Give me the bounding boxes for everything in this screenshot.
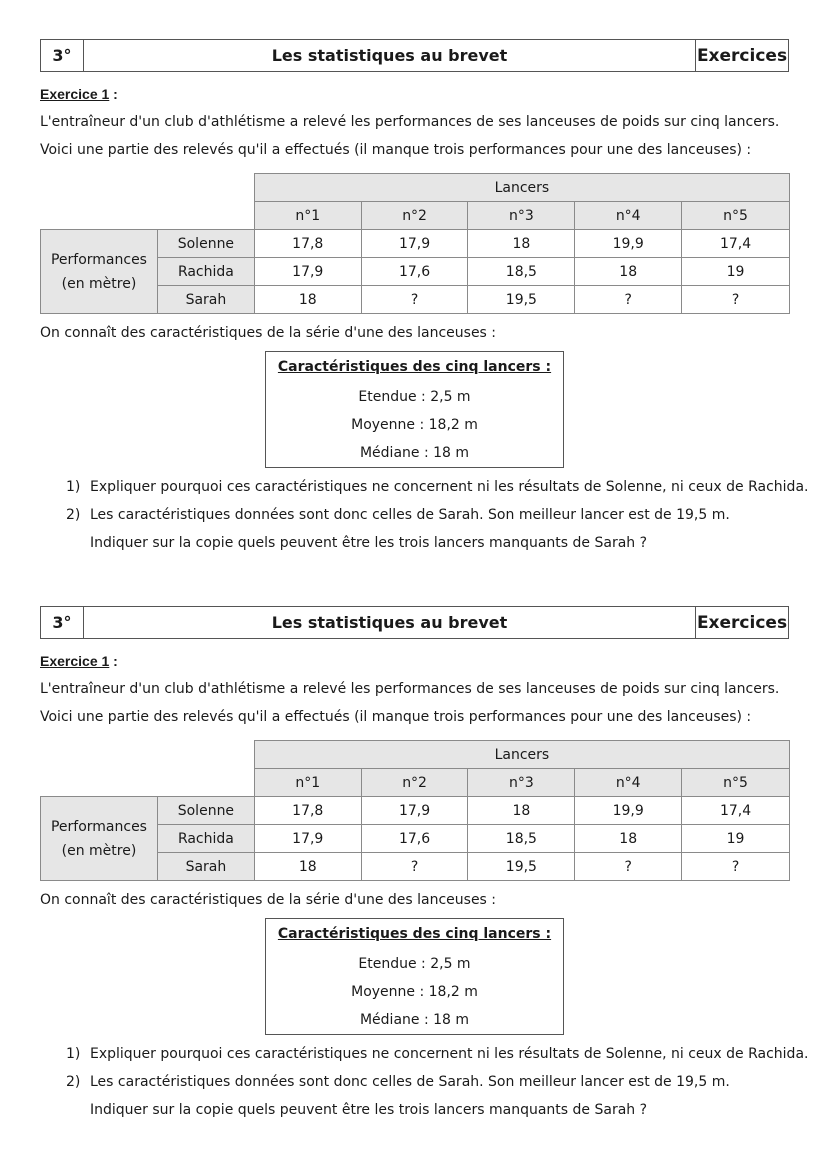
column-header: n°2 <box>361 769 468 797</box>
column-header: n°2 <box>361 202 468 230</box>
sheet-title: Les statistiques au brevet <box>271 613 508 632</box>
intro-line-1: L'entraîneur d'un club d'athlétisme a relevé les performances de ses lanceuses de poids sur cinq lancers. <box>40 681 780 697</box>
sheet-title: Les statistiques au brevet <box>271 46 508 65</box>
characteristics-lead: On connaît des caractéristiques de la série d'une des lanceuses : <box>40 892 497 908</box>
column-header: n°5 <box>682 202 790 230</box>
table-cell: 18,5 <box>468 825 575 853</box>
table-cell: 18 <box>575 258 682 286</box>
table-cell: 19,5 <box>468 853 575 881</box>
athlete-name: Solenne <box>157 230 254 258</box>
table-cell: 19,5 <box>468 286 575 314</box>
table-cell: ? <box>682 286 790 314</box>
athlete-name: Solenne <box>157 797 254 825</box>
table-cell: 18,5 <box>468 258 575 286</box>
table-cell: ? <box>575 853 682 881</box>
column-header: n°4 <box>575 769 682 797</box>
athlete-name: Rachida <box>157 258 254 286</box>
mean-value: Moyenne : 18,2 m <box>351 984 478 1000</box>
table-cell: 17,9 <box>254 825 361 853</box>
column-header: n°3 <box>468 202 575 230</box>
range-value: Etendue : 2,5 m <box>358 956 471 972</box>
median-value: Médiane : 18 m <box>359 445 470 461</box>
characteristics-box <box>265 351 564 468</box>
question-1: 1) Expliquer pourquoi ces caractéristiques ne concernent ni les résultats de Solenne, ni ceux de Rachida. <box>66 479 809 495</box>
characteristics-box <box>265 918 564 1035</box>
question-2: 2) Les caractéristiques données sont donc celles de Sarah. Son meilleur lancer est de 19,5 m. <box>66 1074 730 1090</box>
question-2-continued: Indiquer sur la copie quels peuvent être les trois lancers manquants de Sarah ? <box>90 535 648 551</box>
group-header-lancers: Lancers <box>254 174 789 202</box>
row-group-label: Performances (en mètre) <box>41 797 158 881</box>
table-cell: 17,6 <box>361 258 468 286</box>
table-cell: 18 <box>254 853 361 881</box>
sheet-header <box>40 39 789 72</box>
column-header: n°5 <box>682 769 790 797</box>
table-cell: 18 <box>468 230 575 258</box>
column-header: n°1 <box>254 769 361 797</box>
row-group-label: Performances (en mètre) <box>41 230 158 314</box>
table-cell: 17,4 <box>682 797 790 825</box>
table-cell: 17,4 <box>682 230 790 258</box>
athlete-name: Sarah <box>157 286 254 314</box>
characteristics-title: Caractéristiques des cinq lancers : <box>277 926 552 942</box>
group-header-lancers: Lancers <box>254 741 789 769</box>
table-cell: 17,6 <box>361 825 468 853</box>
intro-line-2: Voici une partie des relevés qu'il a effectués (il manque trois performances pour une des lanceuses) : <box>40 142 752 158</box>
mean-value: Moyenne : 18,2 m <box>351 417 478 433</box>
median-value: Médiane : 18 m <box>359 1012 470 1028</box>
table-cell: 17,9 <box>361 230 468 258</box>
column-header: n°3 <box>468 769 575 797</box>
athlete-name: Sarah <box>157 853 254 881</box>
exercise-title: Exercice 1 : <box>40 653 118 669</box>
characteristics-lead: On connaît des caractéristiques de la série d'une des lanceuses : <box>40 325 497 341</box>
table-cell: 19 <box>682 258 790 286</box>
table-cell: 19,9 <box>575 797 682 825</box>
table-cell: ? <box>682 853 790 881</box>
intro-line-1: L'entraîneur d'un club d'athlétisme a relevé les performances de ses lanceuses de poids sur cinq lancers. <box>40 114 780 130</box>
performance-table <box>40 740 790 881</box>
table-cell: ? <box>361 286 468 314</box>
table-cell: 19,9 <box>575 230 682 258</box>
column-header: n°4 <box>575 202 682 230</box>
exercise-title: Exercice 1 : <box>40 86 118 102</box>
table-cell: 18 <box>468 797 575 825</box>
table-cell: 17,8 <box>254 230 361 258</box>
question-2-continued: Indiquer sur la copie quels peuvent être les trois lancers manquants de Sarah ? <box>90 1102 648 1118</box>
grade-level: 3° <box>41 607 84 638</box>
table-cell: 19 <box>682 825 790 853</box>
table-cell: ? <box>361 853 468 881</box>
athlete-name: Rachida <box>157 825 254 853</box>
table-cell: ? <box>575 286 682 314</box>
table-cell: 17,9 <box>361 797 468 825</box>
sheet-header <box>40 606 789 639</box>
range-value: Etendue : 2,5 m <box>358 389 471 405</box>
performance-table <box>40 173 790 314</box>
grade-level: 3° <box>41 40 84 71</box>
sheet-tag: Exercices <box>695 40 788 71</box>
table-cell: 17,8 <box>254 797 361 825</box>
sheet-tag: Exercices <box>695 607 788 638</box>
characteristics-title: Caractéristiques des cinq lancers : <box>277 359 552 375</box>
exercise-sheet-bottom <box>0 567 828 1135</box>
question-2: 2) Les caractéristiques données sont donc celles de Sarah. Son meilleur lancer est de 19,5 m. <box>66 507 730 523</box>
exercise-sheet-top <box>0 0 828 568</box>
table-cell: 18 <box>575 825 682 853</box>
table-cell: 17,9 <box>254 258 361 286</box>
question-1: 1) Expliquer pourquoi ces caractéristiques ne concernent ni les résultats de Solenne, ni ceux de Rachida. <box>66 1046 809 1062</box>
column-header: n°1 <box>254 202 361 230</box>
table-cell: 18 <box>254 286 361 314</box>
intro-line-2: Voici une partie des relevés qu'il a effectués (il manque trois performances pour une des lanceuses) : <box>40 709 752 725</box>
